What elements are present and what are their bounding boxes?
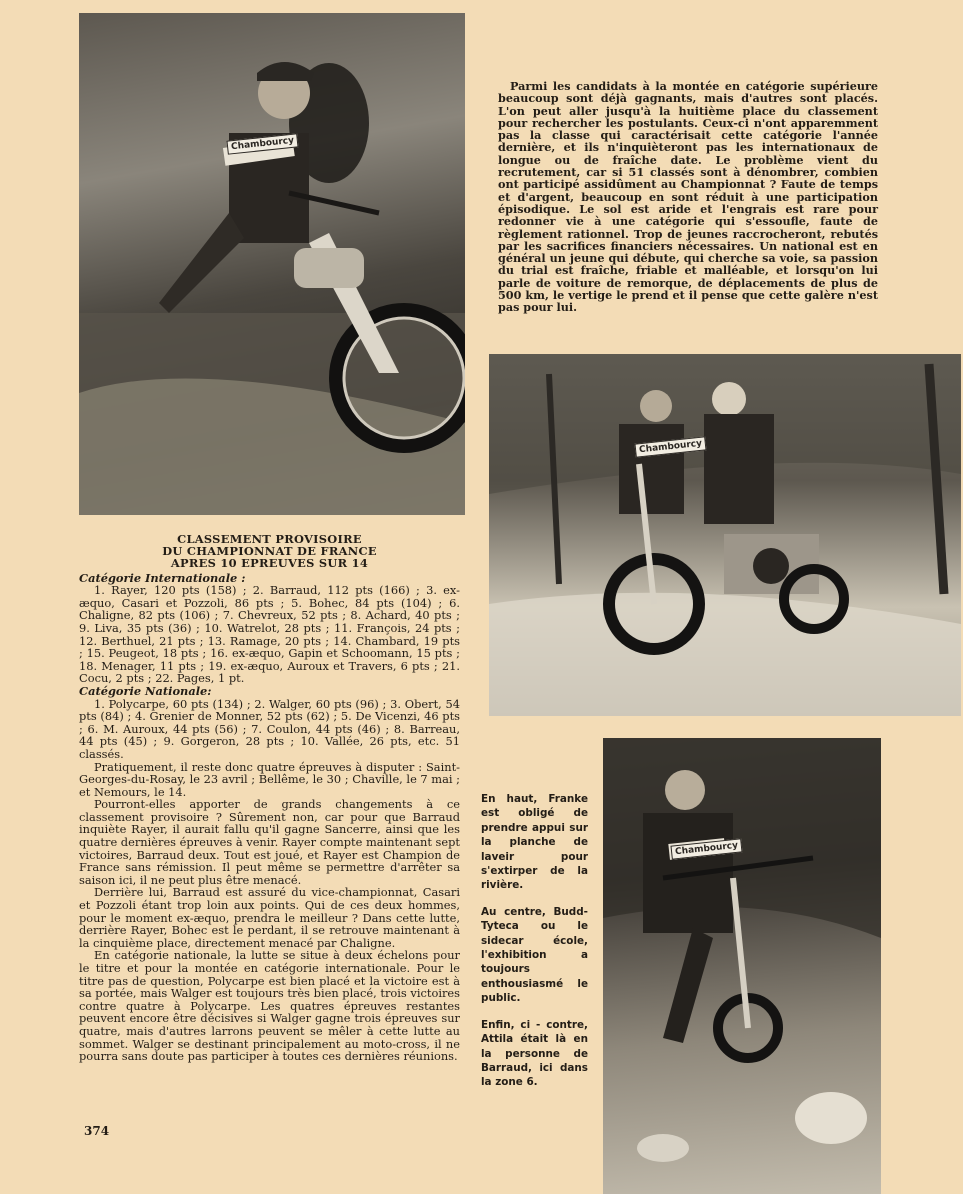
standings-heading-line3: APRES 10 EPREUVES SUR 14 xyxy=(170,556,369,571)
rider-bib-label: Chambourcy xyxy=(226,133,298,154)
photo-captions xyxy=(481,792,588,1102)
intro-paragraph xyxy=(498,80,878,314)
body-paragraph: En catégorie nationale, la lutte se situe à deux échelons pour le titre et pour la montée en catégorie internationale. Pour le titre pas de question, Polycarpe est bien placé et la victoire est à sa portée, mais Walger est toujours très bien placé, trois victoires contre quatre à Polycarpe. Les quatres épreuves restantes peuvent encore être décisives si Walger gagne trois épreuves sur quatre, mais d'autres larrons peuvent se mêler à cette lutte au sommet. Walger se destinant principalement au moto-cross, il ne pourra sans doute pas participer à toutes ces dernières réunions. xyxy=(79,948,460,1064)
body-paragraph: Pourront-elles apporter de grands changements à ce classement provisoire ? Sûrement non, car pour que Barraud inquiète Rayer, il aurait fallu qu'il gagne Sancerre, ainsi que les quatre dernières épreuves à venir. Rayer compte maintenant sept victoires, Barraud deux. Tout est joué, et Rayer est Champion de France sans rémission. Il peut même se permettre d'arrêter sa saison ici, il ne peut plus être menacé. xyxy=(79,797,460,887)
category-nationale-standings: 1. Polycarpe, 60 pts (134) ; 2. Walger, 60 pts (96) ; 3. Obert, 54 pts (84) ; 4. Grenier de Monner, 52 pts (62) ; 5. De Vicenzi, 46 pts ; 6. M. Auroux, 44 pts (56) ; 7. Coulon, 44 pts (46) ; 8. Barreau, 44 pts (45) ; 9. Gorgeron, 28 pts ; 10. Vallée, 26 pts, etc. 51 classés. xyxy=(79,696,460,761)
main-article-column xyxy=(79,533,460,1063)
page-number: 374 xyxy=(84,1124,110,1138)
standings-heading-line2: DU CHAMPIONNAT DE FRANCE xyxy=(162,544,377,559)
caption-top: En haut, Franke est obligé de prendre appui sur la planche de laveir pour s'extirper de la rivière. xyxy=(481,793,588,892)
body-paragraph: Derrière lui, Barraud est assuré du vice-championnat, Casari et Pozzoli étant trop loin aux points. Qui de ces deux hommes, pour le moment ex-æquo, prendra le meilleur ? Dans cette lutte, derrière Rayer, Bohec est le perdant, il se retrouve maintenant à la cinquième place, directement menacé par Chaligne. xyxy=(79,885,460,950)
photo-sidecar xyxy=(489,354,961,716)
photo-rider-grass-illustration xyxy=(79,13,465,515)
category-internationale-label: Catégorie Internationale : xyxy=(79,570,246,585)
caption-bottom: Enfin, ci - contre, Attila était là en la personne de Barraud, ici dans la zone 6. xyxy=(481,1018,588,1089)
rider-rocks-bib-label: Chambourcy xyxy=(670,838,742,859)
standings-heading xyxy=(79,533,460,570)
body-paragraph: Pratiquement, il reste donc quatre épreuves à disputer : Saint-Georges-du-Rosay, le 23 avril ; Bellême, le 30 ; Chaville, le 7 mai ; et Nemours, le 14. xyxy=(79,759,460,799)
standings-heading-line1: CLASSEMENT PROVISOIRE xyxy=(177,532,362,546)
photo-rider-rocks-illustration xyxy=(603,738,881,1194)
category-internationale-standings: 1. Rayer, 120 pts (158) ; 2. Barraud, 112 pts (166) ; 3. ex-æquo, Casari et Pozzoli, 86 pts ; 5. Bohec, 84 pts (104) ; 6. Chaligne, 82 pts (106) ; 7. Chevreux, 52 pts ; 8. Achard, 40 pts ; 9. Liva, 35 pts (36) ; 10. Watrelot, 28 pts ; 11. François, 24 pts ; 12. Berthuel, 21 pts ; 13. Ramage, 20 pts ; 14. Chambard, 19 pts ; 15. Peugeot, 18 pts ; 16. ex-æquo, Gapin et Schoomann, 15 pts ; 18. Menager, 11 pts ; 19. ex-æquo, Auroux et Travers, 6 pts ; 21. Cocu, 2 pts ; 22. Pages, 1 pt. xyxy=(79,583,460,686)
caption-middle: Au centre, Budd-Tyteca ou le sidecar école, l'exhibition a toujours enthousiasmé le public. xyxy=(481,905,588,1005)
sidecar-bib-label: Chambourcy xyxy=(634,436,706,457)
intro-text: Parmi les candidats à la montée en catégorie supérieure beaucoup sont déjà gagnants, mais d'autres sont placés. L'on peut aller jusqu'à la huitième place du classement pour rechercher les postulants. Ceux-ci n'ont apparemment pas la classe qui caractérisait cette catégorie l'année dernière, et ils n'inquièteront pas les internationaux de longue ou de fraîche date. Le problème vient du recrutement, car si 51 classés sont à dénombrer, combien ont participé assidûment au Championnat ? Faute de temps et d'argent, beaucoup en sont réduit à une participation épisodique. Le sol est aride et l'engrais est rare pour redonner vie à une catégorie qui s'essoufle, faute de règlement rationnel. Trop de jeunes raccrocheront, rebutés par les sacrifices financiers nécessaires. Un national est en général un jeune qui débute, qui cherche sa voie, sa passion du trial est fraîche, friable et malléable, et lorsqu'on lui parle de voiture de remorque, de déplacements de plus de 500 km, le vertige le prend et il pense que cette galère n'est pas pour lui. xyxy=(498,79,878,315)
photo-rider-rocks xyxy=(603,738,881,1194)
category-nationale-label: Catégorie Nationale: xyxy=(79,683,212,698)
photo-sidecar-illustration xyxy=(489,354,961,716)
photo-rider-grass xyxy=(79,13,465,515)
